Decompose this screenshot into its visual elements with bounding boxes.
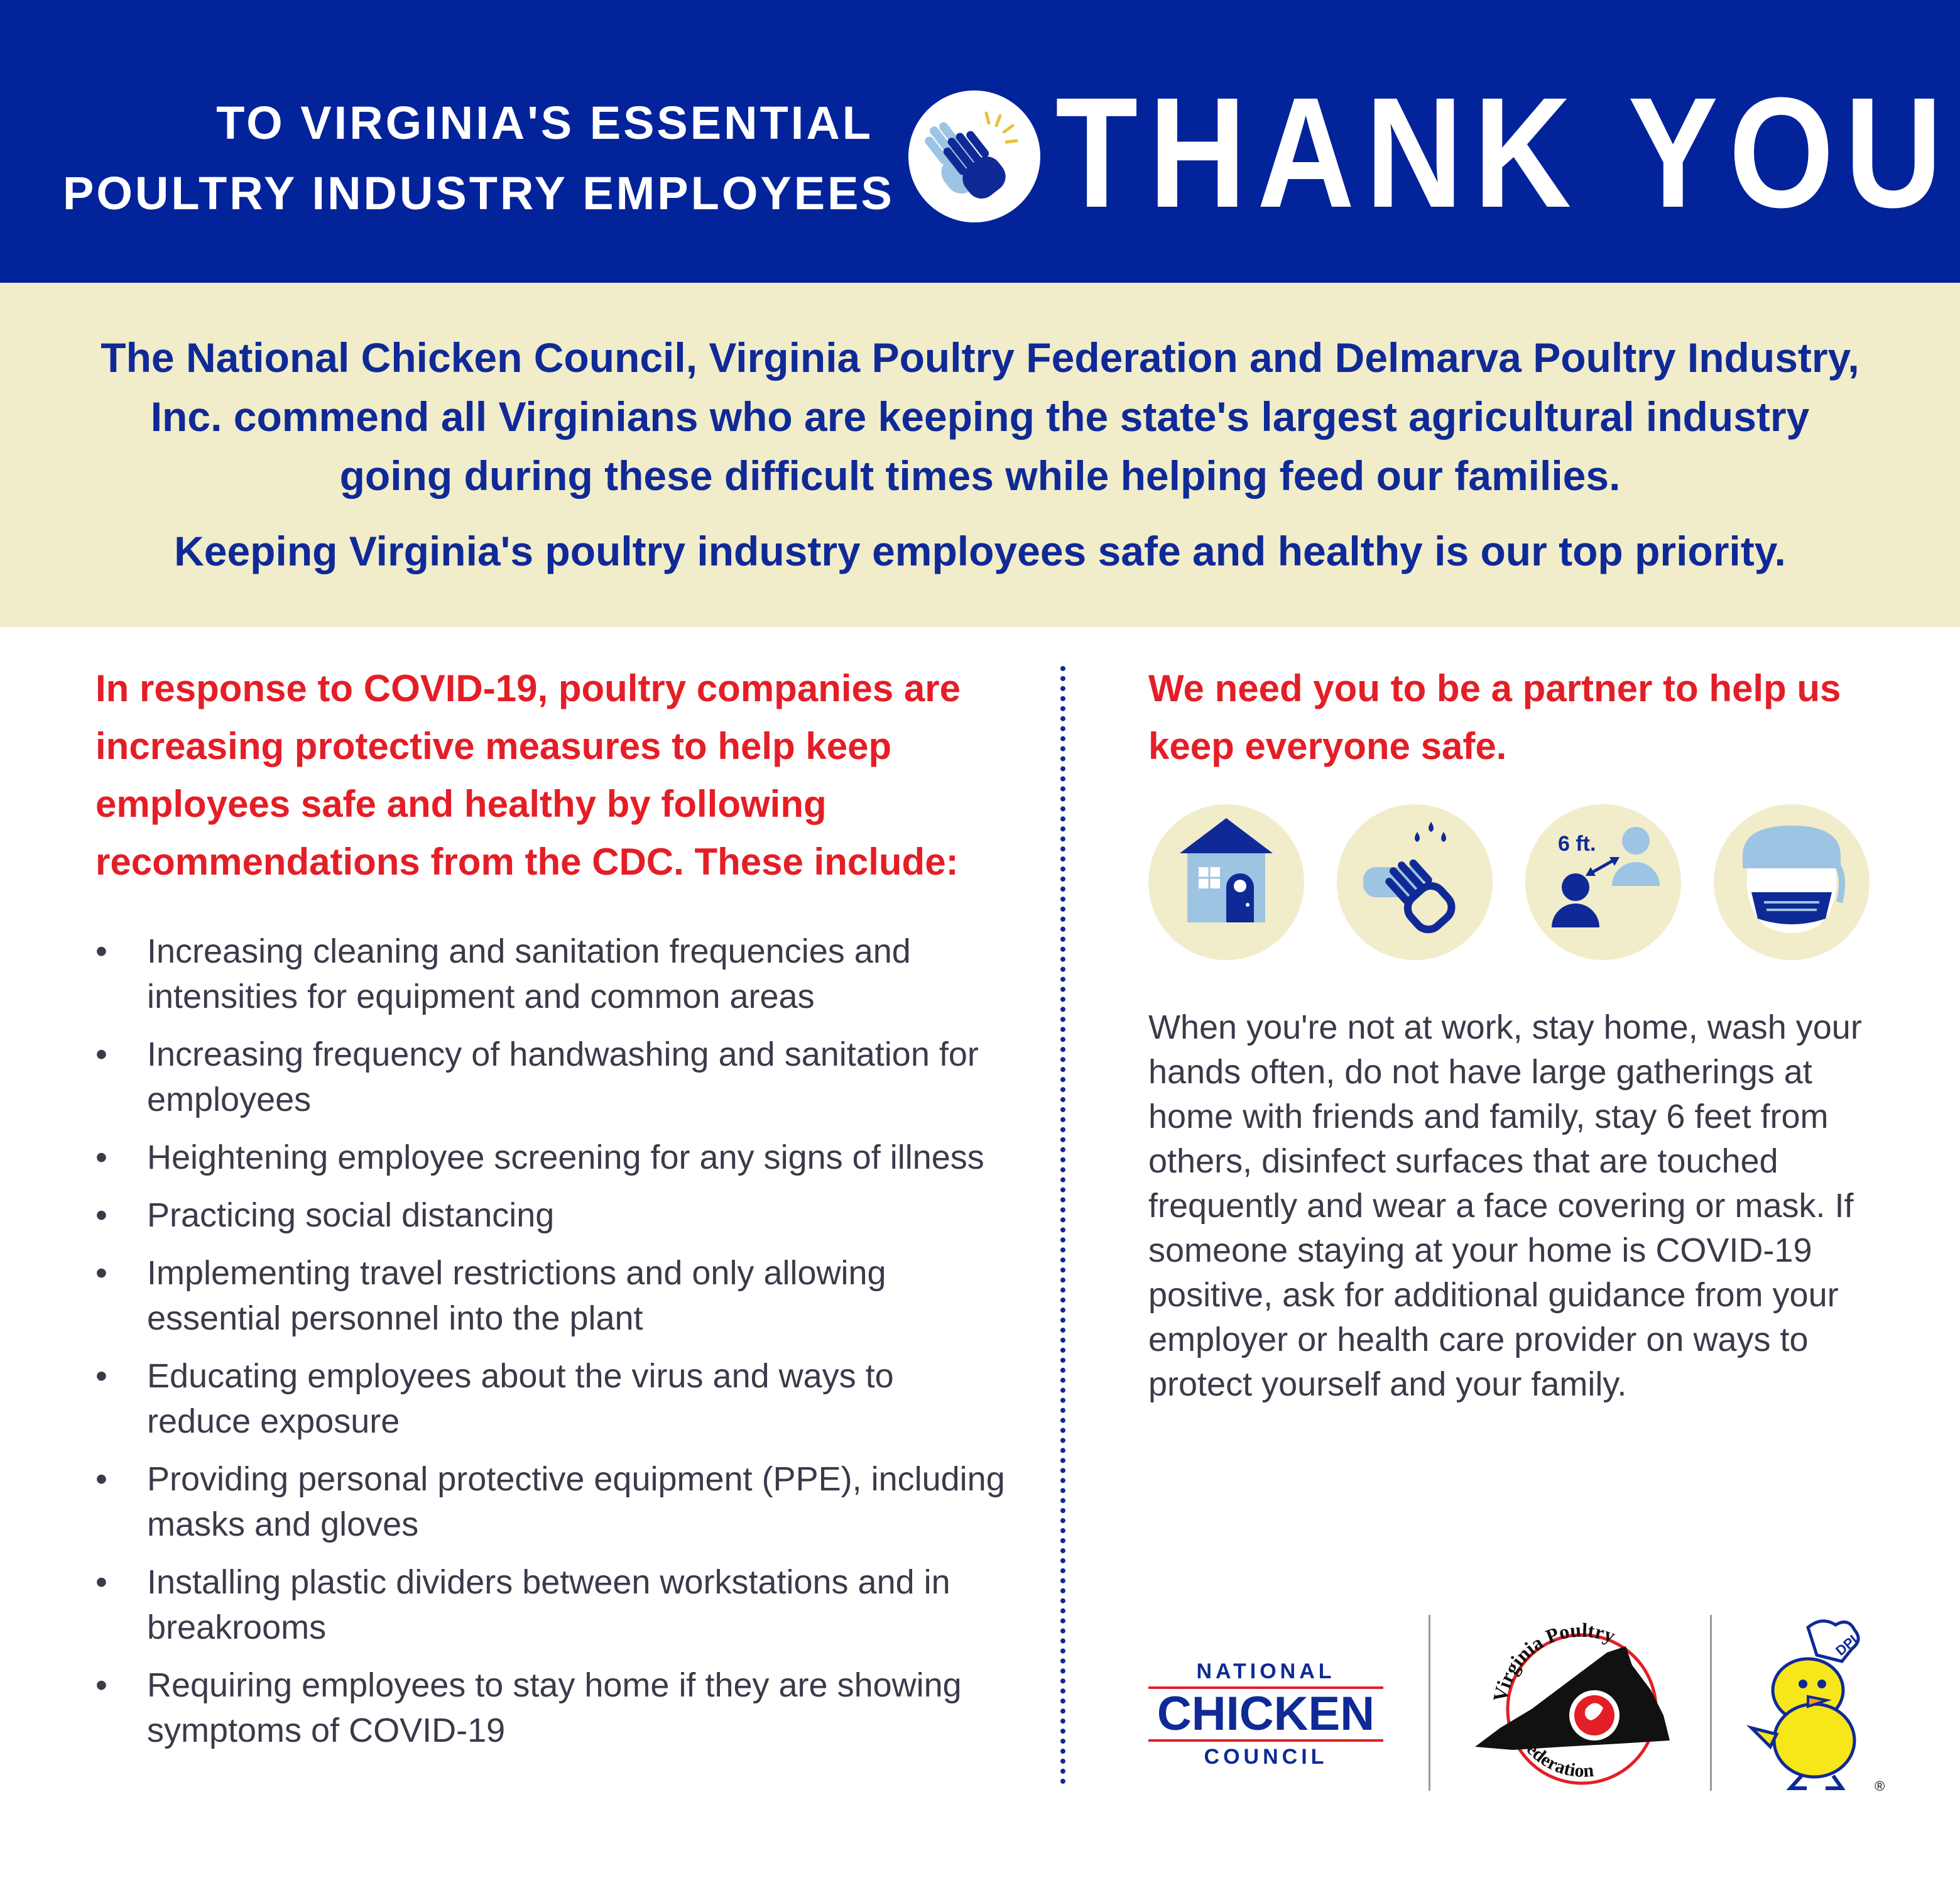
measures-heading: In response to COVID-19, poultry companies are increasing protective measures to help keep employees safe and healthy by following recommendations from the CDC. These include: bbox=[95, 667, 961, 883]
partner-heading: We need you to be a partner to help us keep everyone safe. bbox=[1148, 667, 1841, 767]
list-item bbox=[95, 1560, 1006, 1650]
bullet-icon: • bbox=[95, 932, 107, 970]
list-item-text: Increasing cleaning and sanitation frequencies and intensities for equipment and common areas bbox=[147, 932, 911, 1015]
virginia-poultry-federation-logo bbox=[1462, 1615, 1701, 1797]
partner-column bbox=[1148, 660, 1890, 775]
hand-washing-icon bbox=[1337, 804, 1493, 960]
bullet-icon: • bbox=[95, 1666, 107, 1704]
ncc-council-text: COUNCIL bbox=[1204, 1745, 1328, 1769]
delmarva-poultry-mascot-logo bbox=[1745, 1615, 1890, 1797]
bullet-icon: • bbox=[95, 1563, 107, 1601]
list-item-text: Implementing travel restrictions and only allowing essential personnel into the plant bbox=[147, 1254, 886, 1337]
header-subtitle-line2: POULTRY INDUSTRY EMPLOYEES bbox=[63, 167, 895, 219]
vpf-bottom-text: Federation bbox=[1515, 1731, 1595, 1782]
ncc-chicken-text: CHICKEN bbox=[1148, 1686, 1383, 1742]
list-item bbox=[95, 929, 1006, 1019]
logo-divider bbox=[1429, 1615, 1430, 1791]
logo-divider bbox=[1710, 1615, 1712, 1791]
distance-label: 6 ft. bbox=[1558, 832, 1596, 856]
bullet-icon: • bbox=[95, 1357, 107, 1395]
bullet-icon: • bbox=[95, 1139, 107, 1176]
list-item bbox=[95, 1353, 1006, 1444]
national-chicken-council-logo bbox=[1148, 1659, 1383, 1769]
list-item-text: Providing personal protective equipment (PPE), including masks and gloves bbox=[147, 1460, 1005, 1543]
safety-icons-row bbox=[1148, 804, 1890, 960]
list-item bbox=[95, 1193, 1006, 1238]
clapping-hands-icon bbox=[908, 90, 1040, 222]
list-item-text: Increasing frequency of handwashing and sanitation for employees bbox=[147, 1035, 979, 1118]
partner-logos bbox=[1148, 1615, 1890, 1803]
protective-measures-column bbox=[95, 660, 1006, 1766]
list-item bbox=[95, 1135, 1006, 1180]
list-item bbox=[95, 1250, 1006, 1341]
list-item-text: Installing plastic dividers between workstations and in breakrooms bbox=[147, 1563, 950, 1646]
dpi-badge-text: DPI bbox=[1832, 1632, 1861, 1659]
stay-home-icon bbox=[1148, 804, 1304, 960]
measures-list bbox=[95, 929, 1006, 1753]
bullet-icon: • bbox=[95, 1254, 107, 1292]
list-item-text: Practicing social distancing bbox=[147, 1196, 555, 1234]
social-distance-icon bbox=[1525, 804, 1681, 960]
banner-paragraph: The National Chicken Council, Virginia Poultry Federation and Delmarva Poultry Industry, Inc. commend all Virginians who are keeping the state's largest agricultural industry going during these difficult times while helping feed our families. bbox=[101, 334, 1859, 499]
column-divider bbox=[1060, 666, 1065, 1784]
list-item bbox=[95, 1663, 1006, 1753]
registered-mark: ® bbox=[1875, 1778, 1885, 1794]
header-band bbox=[0, 0, 1960, 283]
bullet-icon: • bbox=[95, 1035, 107, 1073]
face-mask-icon bbox=[1714, 804, 1870, 960]
thank-you-title: THANK YOU bbox=[1055, 65, 1953, 240]
list-item bbox=[95, 1456, 1006, 1547]
header-subtitle bbox=[63, 88, 895, 229]
banner-priority: Keeping Virginia's poultry industry employees safe and healthy is our top priority. bbox=[174, 528, 1786, 574]
list-item-text: Educating employees about the virus and ways to reduce exposure bbox=[147, 1357, 894, 1440]
partner-guidance-text: When you're not at work, stay home, wash your hands often, do not have large gatherings at home with friends and family, stay 6 feet from others, disinfect surfaces that are touched frequently and wear a face covering or mask. If someone staying at your home is COVID-19 positive, ask for additional guidance from your employer or health care provider on ways to protect yourself and your family. bbox=[1148, 1008, 1862, 1403]
bullet-icon: • bbox=[95, 1196, 107, 1234]
header-subtitle-line1: TO VIRGINIA'S ESSENTIAL bbox=[216, 97, 873, 149]
list-item-text: Requiring employees to stay home if they are showing symptoms of COVID-19 bbox=[147, 1666, 962, 1749]
bullet-icon: • bbox=[95, 1460, 107, 1498]
commendation-banner bbox=[0, 283, 1960, 627]
list-item bbox=[95, 1032, 1006, 1122]
vpf-top-text: Virginia Poultry bbox=[1488, 1618, 1619, 1704]
ncc-national-text: NATIONAL bbox=[1196, 1659, 1336, 1683]
list-item-text: Heightening employee screening for any signs of illness bbox=[147, 1139, 984, 1176]
